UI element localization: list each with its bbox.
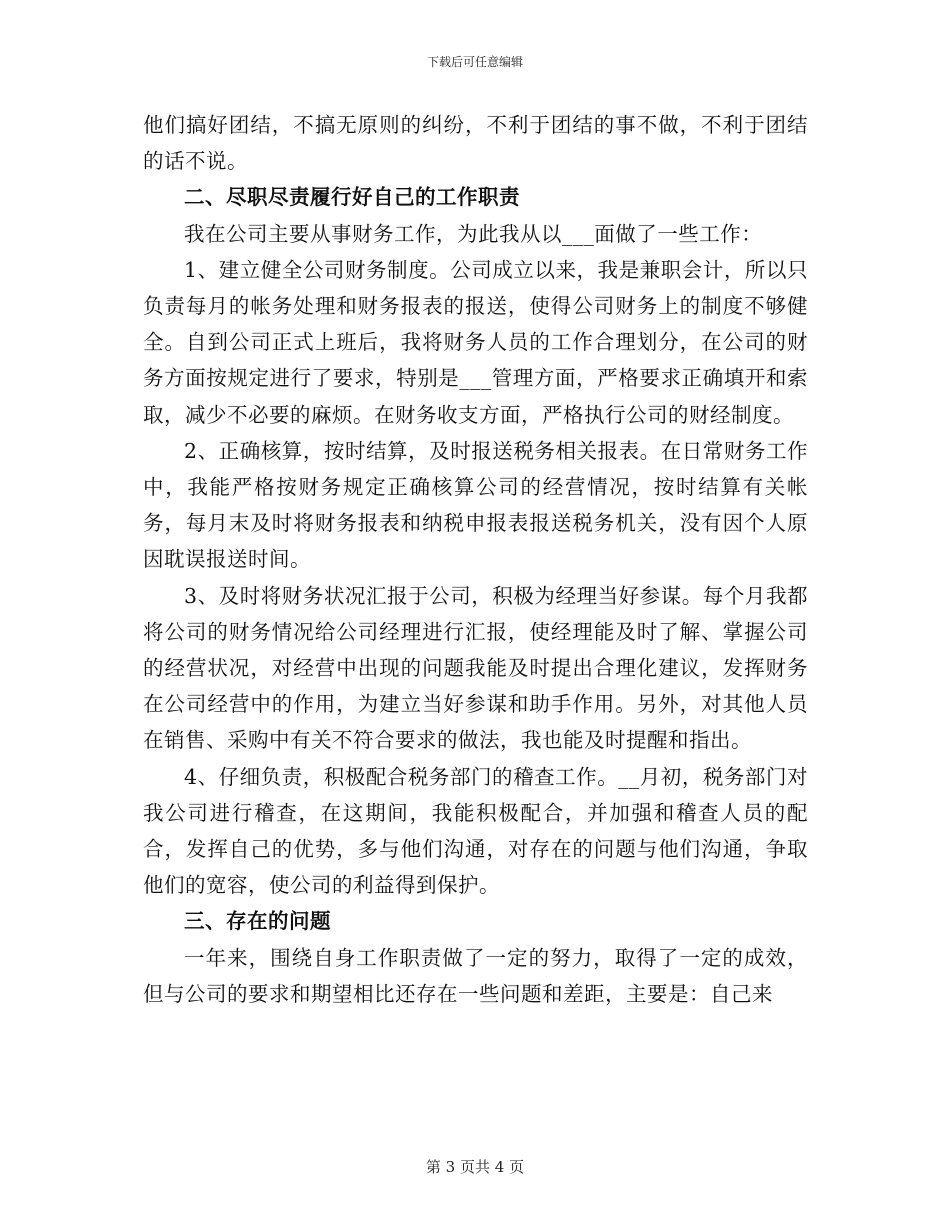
paragraph-last: 一年来，围绕自身工作职责做了一定的努力，取得了一定的成效，但与公司的要求和期望相比还存在一些问题和差距，主要是：自己来 [143, 945, 808, 1006]
paragraph-item-1: 1、建立健全公司财务制度。公司成立以来，我是兼职会计，所以只负责每月的帐务处理和财务报表的报送，使得公司财务上的制度不够健全。自到公司正式上班后，我将财务人员的工作合理划分，在公司的财务方面按规定进行了要求，特别是___管理方面，严格要求正确填开和索取，减少不必要的麻烦。在财务收支方面，严格执行公司的财经制度。 [143, 257, 808, 427]
paragraph-item-3: 3、及时将财务状况汇报于公司，积极为经理当好参谋。每个月我都将公司的财务情况给公司经理进行汇报，使经理能及时了解、掌握公司的经营状况，对经营中出现的问题我能及时提出合理化建议，发挥财务在公司经营中的作用，为建立当好参谋和助手作用。另外，对其他人员在销售、采购中有关不符合要求的做法，我也能及时提醒和指出。 [143, 583, 808, 753]
paragraph-intro: 我在公司主要从事财务工作，为此我从以___面做了一些工作： [184, 221, 763, 246]
paragraph-continuation: 他们搞好团结，不搞无原则的纠纷，不利于团结的事不做，不利于团结的话不说。 [143, 113, 808, 174]
section-heading-3: 三、存在的问题 [184, 909, 331, 934]
paragraph-item-2: 2、正确核算，按时结算，及时报送税务相关报表。在日常财务工作中，我能严格按财务规定正确核算公司的经营情况，按时结算有关帐务，每月末及时将财务报表和纳税申报表报送税务机关，没有因个人原因耽误报送时间。 [143, 438, 808, 572]
document-body [143, 107, 808, 1012]
page-header-note: 下载后可任意编辑 [426, 55, 523, 69]
section-heading-2: 二、尽职尽责履行好自己的工作职责 [184, 185, 520, 210]
page-number-footer: 第 3 页共 4 页 [425, 1158, 525, 1176]
paragraph-item-4: 4、仔细负责，积极配合税务部门的稽查工作。__月初，税务部门对我公司进行稽查，在这期间，我能积极配合，并加强和稽查人员的配合，发挥自己的优势，多与他们沟通，对存在的问题与他们沟通，争取他们的宽容，使公司的利益得到保护。 [143, 764, 808, 898]
